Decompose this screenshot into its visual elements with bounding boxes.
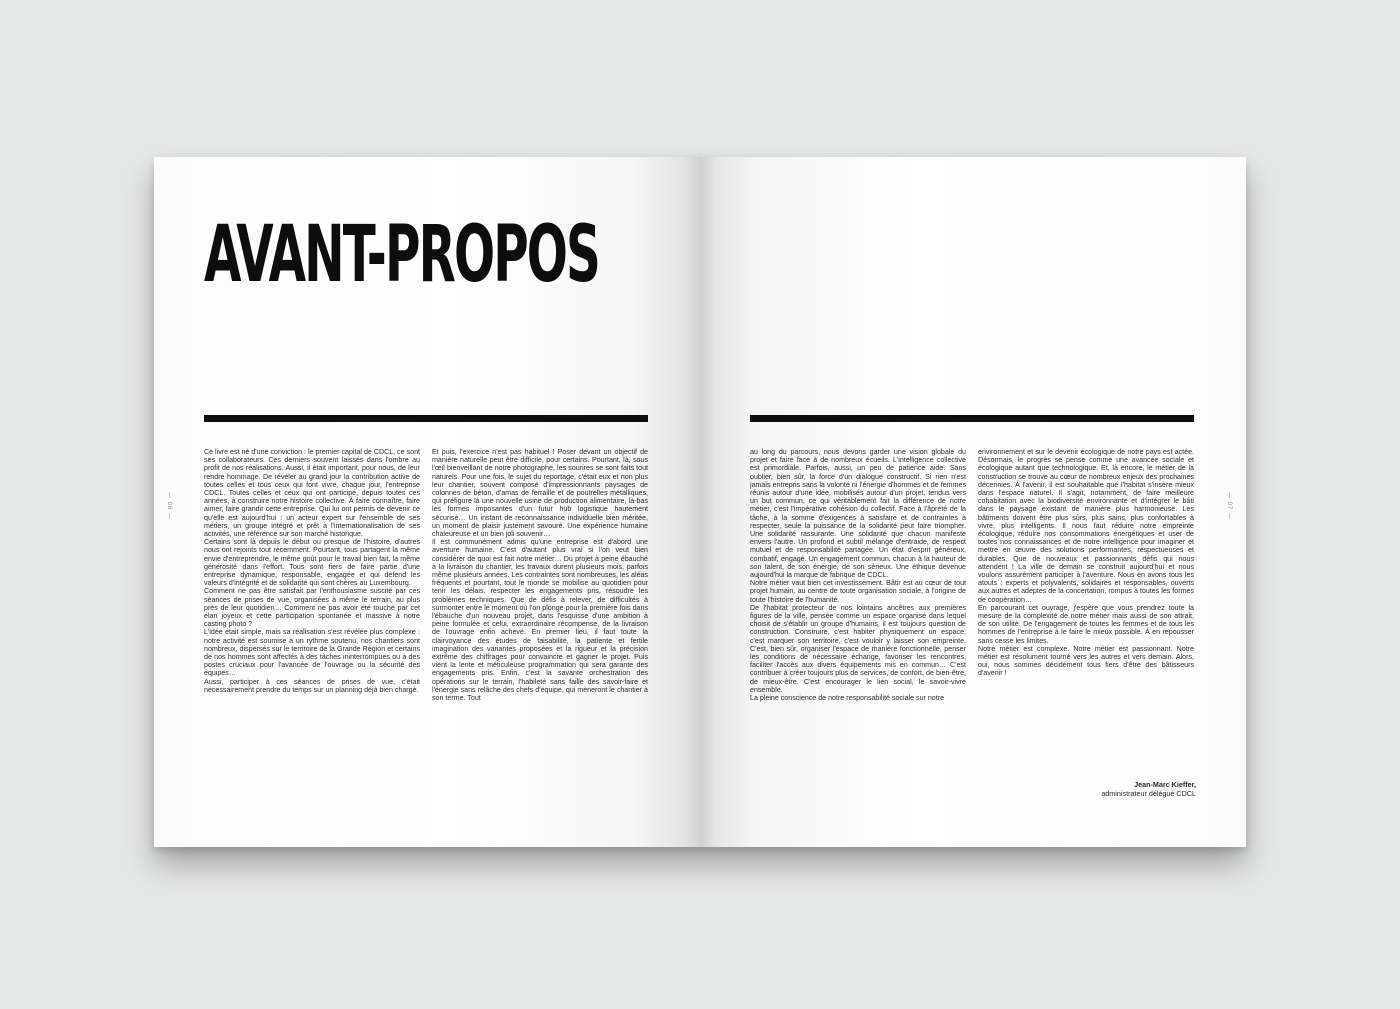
magazine-spread xyxy=(154,157,1246,847)
paragraph: La pleine conscience de notre responsabilité sociale sur notre xyxy=(750,694,945,703)
title-rule-right xyxy=(750,415,1194,422)
paragraph: Certains sont là depuis le début ou presque de l'histoire, d'autres nous ont rejoints tout récemment. Pourtant, tous partagent la même envie d'entreprendre, le même goût pour le travail bien fait, la même générosité dans l'effort. Tous sont fiers de faire partie d'une entreprise dynamique, responsable, engagée et qui défend les valeurs d'intégrité et de solidarité qui sont chères au Luxembourg. xyxy=(204,538,420,588)
paragraph: environnement et sur le devenir écologique de notre pays est actée. Désormais, le progrès se pense comme une avancée sociale et écologique autant que technologique. Et, là encore, le métier de la construction se trouve au cœur de nombreux enjeux des prochaines décennies. À l'avenir, il est souhaitable que l'habitat s'insère mieux dans l'espace naturel. Il s'agit, notamment, de faire meilleure cohabitation avec la biodiversité environnante et d'intégrer le bâti dans le paysage existant de manière plus harmonieuse. Les bâtiments doivent être plus sûrs, plus sains, plus confortables à vivre, plus intelligents. Il nous faut réduire notre empreinte écologique, réduire nos consommations énergétiques et user de toutes nos connaissances et de notre intelligence pour imaginer et mettre en œuvre des solutions performantes, respectueuses et durables. Que de nouveaux et passionnants défis qui nous attendent ! La ville de demain se construit aujourd'hui et nous voulons assurément participer à l'aventure. Nous en avons tous les atouts : experts et polyvalents, solidaires et responsables, ouverts aux autres et adeptes de la concertation, rompus à toutes les formes de coopération… xyxy=(978,448,1194,604)
paragraph: En parcourant cet ouvrage, j'espère que vous prendrez toute la mesure de la complexité de notre métier mais aussi de son attrait, de son utilité. De l'engagement de toutes les femmes et de tous les hommes de l'entreprise à le faire le mieux possible. À en repousser sans cesse les limites. xyxy=(978,603,1194,645)
paragraph: Comment ne pas être satisfait par l'enthousiasme suscité par ces séances de prises de vue, organisées à même le terrain, au plus près de leur quotidien… Comment ne pas avoir été touché par cet élan joyeux et cette participation spontanée et massive à notre casting photo ? xyxy=(204,587,420,629)
title-rule-left xyxy=(204,415,648,422)
paragraph: Ce livre est né d'une conviction : le premier capital de CDCL, ce sont ses collaborateurs. Ces derniers souvent laissés dans l'ombre au profit de nos réalisations. Aussi, il était important, pour nous, de leur rendre hommage. De révéler au grand jour la contribution active de toutes celles et tous ceux qui font vivre, chaque jour, l'entreprise CDCL. Toutes celles et ceux qui ont participé, depuis toutes ces années, à construire notre histoire collective. À faire connaître, faire aimer, faire grandir cette entreprise. Qui lui ont permis de devenir ce qu'elle est aujourd'hui : un acteur expert sur l'ensemble de ses métiers, un groupe intégré et prêt à l'internationalisation de ses activités, une référence sur son marché historique. xyxy=(204,448,420,539)
page-title: AVANT-PROPOS xyxy=(204,210,599,300)
paragraph: Notre métier est complexe. Notre métier est passionnant. Notre métier est résolument tourné vers les autres et vers demain. Alors, oui, nous sommes décidément tous fiers d'être des bâtisseurs d'avenir ! xyxy=(978,644,1194,678)
left-page xyxy=(154,157,700,847)
text-column-1 xyxy=(204,448,420,694)
page-number-left: — 06 — xyxy=(166,492,172,521)
text-column-3 xyxy=(750,448,966,702)
paragraph: Notre métier vaut bien cet investissement. Bâtir est au cœur de tout projet humain, au centre de toute organisation sociale, à l'origine de toute l'histoire de l'humanité. xyxy=(750,579,966,604)
paragraph: Et puis, l'exercice n'est pas habituel ! Poser devant un objectif de manière naturelle peut être difficile, pour certains. Pourtant, là, sous l'œil bienveillant de notre photographe, les sourires se sont faits tout naturels. Pour une fois, le sujet du reportage, c'était eux et non plus leur chantier, souvent composé d'impressionnants paysages de colonnes de béton, d'amas de ferraille et de poutrelles métalliques, qui préfigure là une nouvelle usine de production alimentaire, là-bas les formes imposantes d'un futur hub logistique hautement sécurisé… Un instant de reconnaissance individuelle bien méritée, un moment de plaisir justement savouré. Une expérience humaine chaleureuse et un bien joli souvenir… xyxy=(432,448,648,539)
signature-name: Jean-Marc Kieffer, xyxy=(1134,780,1196,789)
paragraph: Aussi, participer à ces séances de prises de vue, c'était nécessairement prendre du temps sur un planning déjà bien chargé. xyxy=(204,677,420,694)
page-number-right: — 07 — xyxy=(1226,492,1232,521)
signature-block xyxy=(1101,780,1196,798)
signature-role: administrateur délégué CDCL xyxy=(1101,789,1196,798)
paragraph: De l'habitat protecteur de nos lointains ancêtres aux premières figures de la ville, pensée comme un espace organisé dans lequel choisit de s'établir un groupe d'humains, il est toujours question de construction. Construire, c'est habiter physiquement un espace, c'est marquer son territoire, c'est vouloir y laisser son empreinte. C'est, bien sûr, organiser l'espace de manière fonctionnelle, penser les conditions de nécessaire échange, favoriser les rencontres, faciliter l'accès aux divers équipements mis en commun… C'est contribuer à créer toujours plus de services, de confort, de bien-être, de mieux-être. C'est encourager le lien social, le savoir-vivre ensemble. xyxy=(750,603,966,694)
paragraph: au long du parcours, nous devons garder une vision globale du projet et faire face à de nombreux écueils. L'intelligence collective est primordiale. Parfois, aussi, un peu de patience aide. Sans oublier, bien sûr, la force d'un dialogue constructif. Si rien n'est jamais entrepris sans la volonté ni l'énergie d'hommes et de femmes réunis autour d'une idée, mobilisés autour d'un projet, tendus vers un but commun, ce qui véritablement fait la différence de notre métier, c'est l'impérative cohésion du collectif. Face à l'âpreté de la tâche, à la somme d'exigences à satisfaire et de contraintes à respecter, seule la puissance de la solidarité peut faire triompher. Une solidarité rassurante. Une solidarité que chacun manifeste envers l'autre. Un profond et subtil mélange d'entraide, de respect mutuel et de responsabilité partagée. Un état d'esprit généreux, combatif, engagé. Un engagement commun, chacun à la hauteur de son talent, de son énergie, de son sérieux. Une éthique devenue aujourd'hui la marque de fabrique de CDCL. xyxy=(750,448,966,580)
paragraph: Il est communément admis qu'une entreprise est d'abord une aventure humaine. C'est d'autant plus vrai si l'on veut bien considérer de quoi est fait notre métier… Du projet à peine ébauché à la livraison du chantier, les travaux durent plusieurs mois, parfois même plusieurs années. Les contraintes sont nombreuses, les aléas fréquents et pourtant, tout le monde se mobilise au quotidien pour tenir les délais, respecter les engagements pris, résoudre les problèmes techniques. Que de défis à relever, de difficultés à surmonter entre le moment où l'on plonge pour la première fois dans l'ébauche d'un nouveau projet, dans l'esquisse d'une ambition à peine formulée et celui, extraordinaire récompense, de la livraison de l'ouvrage enfin achevé. En premier lieu, il faut toute la clairvoyance des études de faisabilité, la patiente et fertile imagination des variantes proposées et la rigueur et la précision extrême des chiffrages pour convaincre et gagner le projet. Puis vient la lente et méticuleuse programmation qui sera garante des engagements pris. Enfin, c'est la savante orchestration des opérations sur le terrain, l'habileté sans faille des savoir-faire et l'énergie sans relâche des chefs d'équipe, qui mèneront le chantier à son terme. Tout xyxy=(432,538,648,703)
right-page xyxy=(700,157,1246,847)
paragraph: L'idée était simple, mais sa réalisation s'est révélée plus complexe : notre activité est soumise à un rythme soutenu, nos chantiers sont nombreux, dispersés sur le territoire de la Grande Région et certains de nos hommes sont affectés à des tâches ininterrompues ou à des postes cruciaux pour l'avancée de l'ouvrage ou la sécurité des équipes… xyxy=(204,628,420,678)
text-column-4 xyxy=(978,448,1194,678)
text-column-2 xyxy=(432,448,648,702)
